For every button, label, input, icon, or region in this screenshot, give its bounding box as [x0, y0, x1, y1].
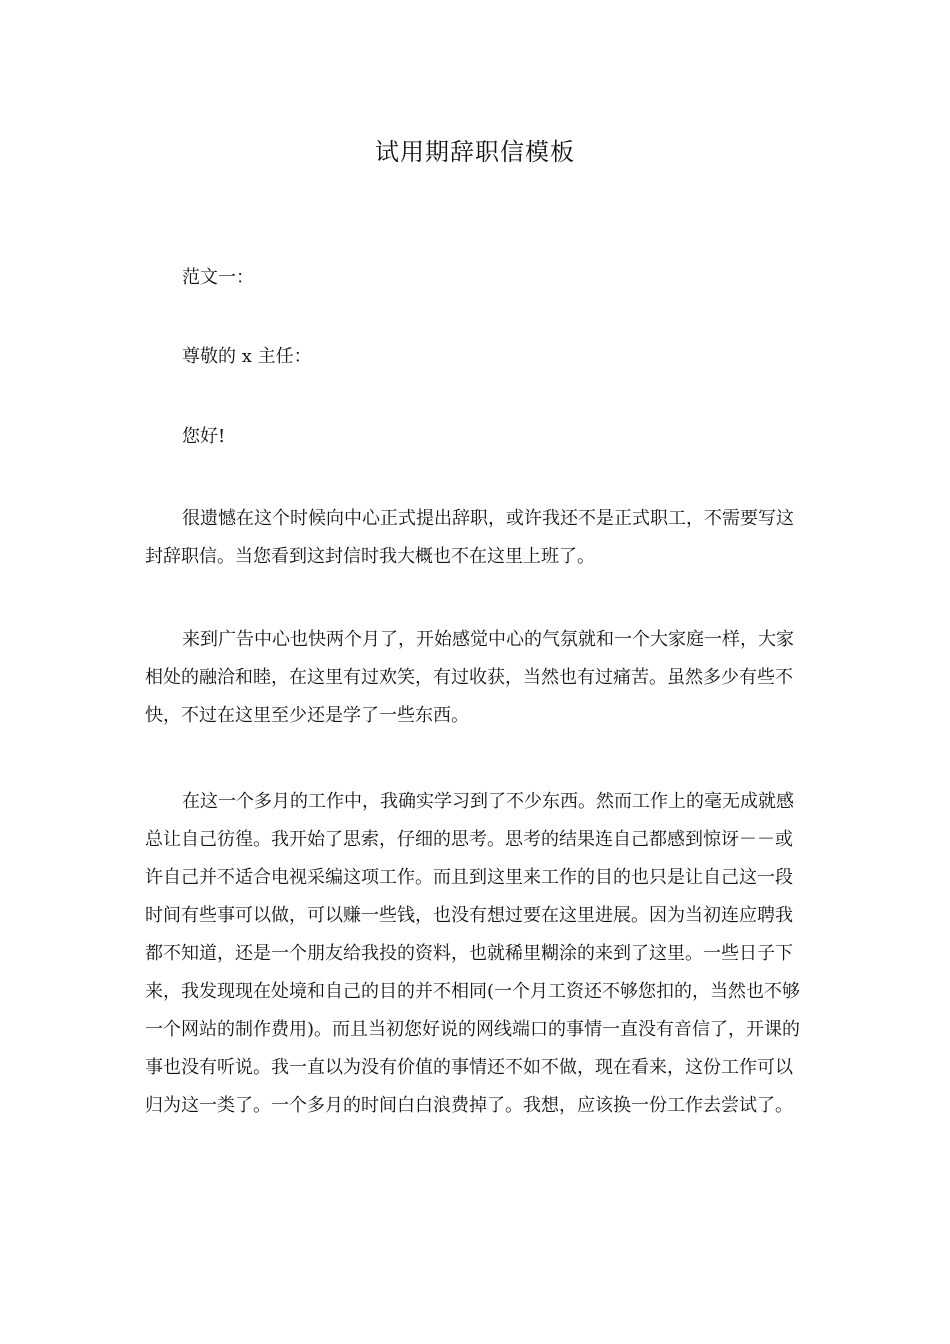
greeting: 您好!: [182, 426, 226, 447]
paragraph-1: 很遗憾在这个时候向中心正式提出辞职，或许我还不是正式职工，不需要写这封辞职信。当您看到这封信时我大概也不在这里上班了。: [145, 508, 794, 567]
salutation: 尊敬的 x 主任：: [182, 346, 312, 367]
document-title: 试用期辞职信模板: [375, 138, 575, 166]
paragraph-2: 来到广告中心也快两个月了，开始感觉中心的气氛就和一个大家庭一样，大家相处的融洽和睦，在这里有过欢笑，有过收获，当然也有过痛苦。虽然多少有些不快，不过在这里至少还是学了一些东西。: [145, 629, 794, 726]
section-label: 范文一：: [182, 267, 254, 288]
paragraph-3: 在这一个多月的工作中，我确实学习到了不少东西。然而工作上的毫无成就感总让自己彷徨。我开始了思索，仔细的思考。思考的结果连自己都感到惊讶－－或许自己并不适合电视采编这项工作。而且到这里来工作的目的也只是让自己这一段时间有些事可以做，可以赚一些钱，也没有想过要在这里进展。因为当初连应聘我都不知道，还是一个朋友给我投的资料，也就稀里糊涂的来到了这里。一些日子下来，我发现现在处境和自己的目的并不相同(一个月工资还不够您扣的，当然也不够一个网站的制作费用)。而且当初您好说的网线端口的事情一直没有音信了，开课的事也没有听说。我一直以为没有价值的事情还不如不做，现在看来，这份工作可以归为这一类了。一个多月的时间白白浪费掉了。我想，应该换一份工作去尝试了。: [145, 791, 801, 1116]
